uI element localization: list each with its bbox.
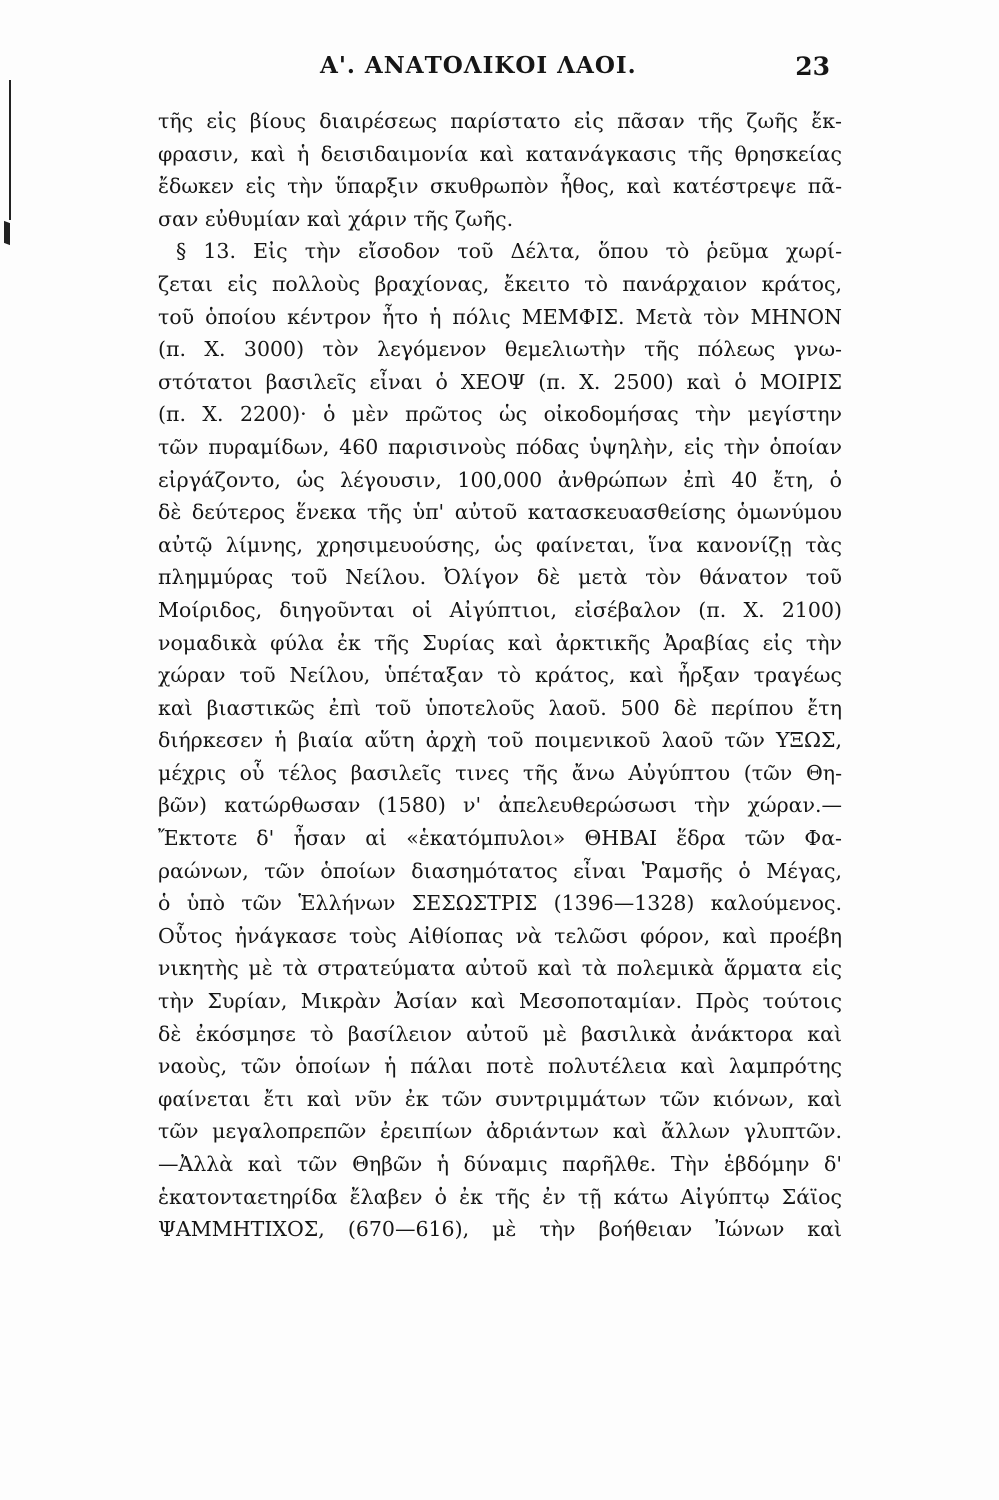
text-line: ΨΑΜΜΗΤΙΧΟΣ, (670—616), μὲ τὴν βοήθειαν Ἰώνων καὶ [158,1217,842,1242]
text-line: ὁ ὑπὸ τῶν Ἑλλήνων ΣΕΣΩΣΤΡΙΣ (1396—1328) καλούμενος. [158,891,842,916]
page-number: 23 [795,52,830,81]
text-line: τοῦ ὁποίου κέντρον ἦτο ἡ πόλις ΜΕΜΦΙΣ. Μετὰ τὸν ΜΗΝΟΝ [158,304,842,329]
text-line: καὶ βιαστικῶς ἐπὶ τοῦ ὑποτελοῦς λαοῦ. 500 δὲ περίπου ἔτη [158,695,842,720]
text-line: πλημμύρας τοῦ Νείλου. Ὀλίγον δὲ μετὰ τὸν θάνατον τοῦ [158,565,842,590]
text-line: αὐτῷ λίμνης, χρησιμευούσης, ὡς φαίνεται, ἵνα κανονίζῃ τὰς [158,532,842,557]
text-line: τῆς εἰς βίους διαιρέσεως παρίστατο εἰς πᾶσαν τῆς ζωῆς ἔκ- [158,109,842,133]
body-text [158,105,842,1246]
text-line: (π. Χ. 3000) τὸν λεγόμενον θεμελιωτὴν τῆς πόλεως γνω- [158,337,842,362]
text-line: φρασιν, καὶ ἡ δεισιδαιμονία καὶ κατανάγκασις τῆς θρησκείας [158,141,842,166]
text-line: στότατοι βασιλεῖς εἶναι ὁ ΧΕΟΨ (π. Χ. 2500) καὶ ὁ ΜΟΙΡΙΣ [158,369,842,394]
text-line: βῶν) κατώρθωσαν (1580) ν' ἀπελευθερώσωσι τὴν χώραν.— [158,793,842,818]
text-line: Ἔκτοτε δ' ἦσαν αἱ «ἑκατόμπυλοι» ΘΗΒΑΙ ἕδρα τῶν Φα- [158,826,842,851]
section-heading-line: § 13. Εἰς τὴν εἴσοδον τοῦ Δέλτα, ὅπου τὸ ῥεῦμα χωρί- [176,239,842,264]
text-line: τῶν πυραμίδων, 460 παρισινοὺς πόδας ὑψηλὴν, εἰς τὴν ὁποίαν [158,434,842,459]
scan-edge-line [9,80,11,220]
text-line: χώραν τοῦ Νείλου, ὑπέταξαν τὸ κράτος, καὶ ἦρξαν τραγέως [158,663,842,688]
text-line: Μοίριδος, διηγοῦνται οἱ Αἰγύπτιοι, εἰσέβαλον (π. Χ. 2100) [158,597,842,622]
text-line: —Ἀλλὰ καὶ τῶν Θηβῶν ἡ δύναμις παρῆλθε. Τὴν ἑβδόμην δ' [158,1152,842,1176]
text-line: νομαδικὰ φύλα ἐκ τῆς Συρίας καὶ ἀρκτικῆς Ἀραβίας εἰς τὴν [158,630,842,655]
text-line: δὲ ἐκόσμησε τὸ βασίλειον αὐτοῦ μὲ βασιλικὰ ἀνάκτορα καὶ [158,1021,842,1046]
text-line: σαν εὐθυμίαν καὶ χάριν τῆς ζωῆς. [158,206,514,231]
text-line: ραώνων, τῶν ὁποίων διασημότατος εἶναι Ῥαμσῆς ὁ Μέγας, [158,858,842,883]
text-line: ζεται εἰς πολλοὺς βραχίονας, ἔκειτο τὸ πανάρχαιον κράτος, [158,271,842,296]
page-header [150,52,830,88]
text-line: εἰργάζοντο, ὡς λέγουσιν, 100,000 ἀνθρώπων ἐπὶ 40 ἔτη, ὁ [158,467,842,492]
running-head: Α'. ΑΝΑΤΟΛΙΚΟΙ ΛΑΟΙ. [320,52,637,79]
text-line: μέχρις οὗ τέλος βασιλεῖς τινες τῆς ἄνω Αὐγύπτου (τῶν Θη- [158,760,842,785]
text-line: δὲ δεύτερος ἕνεκα τῆς ὑπ' αὐτοῦ κατασκευασθείσης ὁμωνύμου [158,500,842,525]
text-line: νικητὴς μὲ τὰ στρατεύματα αὐτοῦ καὶ τὰ πολεμικὰ ἅρματα εἰς [158,956,842,981]
scan-edge-mark [4,221,10,245]
text-line: ναοὺς, τῶν ὁποίων ἡ πάλαι ποτὲ πολυτέλεια καὶ λαμπρότης [158,1054,842,1079]
text-line: ἑκατονταετηρίδα ἔλαβεν ὁ ἐκ τῆς ἐν τῇ κάτω Αἰγύπτῳ Σάϊος [158,1184,842,1209]
text-line: φαίνεται ἔτι καὶ νῦν ἐκ τῶν συντριμμάτων τῶν κιόνων, καὶ [158,1086,842,1111]
text-line: ἔδωκεν εἰς τὴν ὕπαρξιν σκυθρωπὸν ἦθος, καὶ κατέστρεψε πᾶ- [158,174,842,199]
text-line: Οὗτος ἠνάγκασε τοὺς Αἰθίοπας νὰ τελῶσι φόρον, καὶ προέβη [158,923,842,948]
text-line: τὴν Συρίαν, Μικρὰν Ἀσίαν καὶ Μεσοποταμίαν. Πρὸς τούτοις [158,989,842,1014]
text-line: (π. Χ. 2200)· ὁ μὲν πρῶτος ὡς οἰκοδομήσας τὴν μεγίστην [158,402,842,427]
text-line: τῶν μεγαλοπρεπῶν ἐρειπίων ἀδριάντων καὶ ἄλλων γλυπτῶν. [158,1119,842,1144]
text-line: διήρκεσεν ἡ βιαία αὕτη ἀρχὴ τοῦ ποιμενικοῦ λαοῦ τῶν ΥΞΩΣ, [158,728,842,753]
